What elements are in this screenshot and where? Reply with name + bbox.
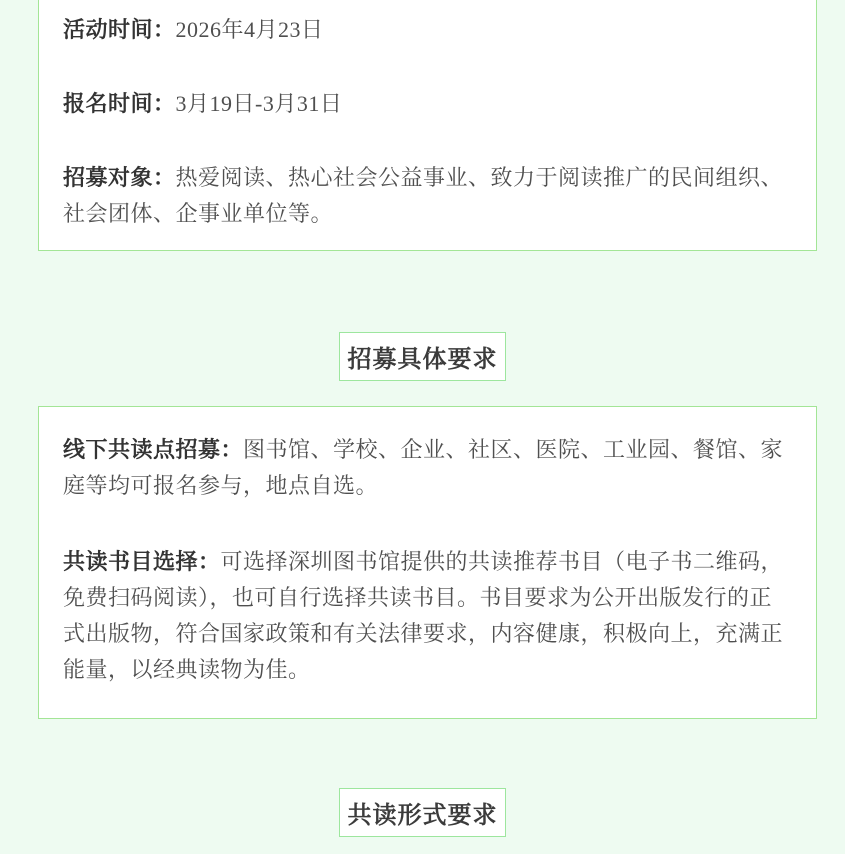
book-selection-label: 共读书目选择： — [63, 549, 221, 574]
section-title-recruitment-label: 招募具体要求 — [347, 346, 498, 373]
recruit-target-label: 招募对象： — [63, 165, 176, 190]
signup-time-label: 报名时间： — [63, 91, 176, 116]
event-time-label: 活动时间： — [63, 17, 176, 42]
section-title-format-label: 共读形式要求 — [347, 802, 498, 829]
offline-reading-point-label: 线下共读点招募： — [63, 437, 244, 462]
offline-reading-point-value: 图书馆、学校、企业、社区、医院、工业园、餐馆、家庭等均可报名参与，地点自选。 — [63, 437, 784, 498]
book-selection-value: 可选择深圳图书馆提供的共读推荐书目（电子书二维码，免费扫码阅读），也可自行选择共读书目。书目要求为公开出版发行的正式出版物，符合国家政策和有关法律要求，内容健康，积极向上，充满正能量，以经典读物为佳。 — [63, 549, 784, 682]
section-title-reading-format — [339, 788, 506, 837]
recruit-target-value: 热爱阅读、热心社会公益事业、致力于阅读推广的民间组织、社会团体、企事业单位等。 — [63, 165, 784, 226]
recruit-target-row — [63, 160, 789, 232]
signup-time-value: 3月19日-3月31日 — [175, 91, 343, 116]
signup-time-row — [63, 86, 789, 122]
book-selection-row — [63, 544, 789, 688]
offline-reading-point-row — [63, 432, 789, 504]
event-time-value: 2026年4月23日 — [175, 17, 324, 42]
event-time-row — [63, 12, 789, 48]
event-info-card — [38, 0, 817, 251]
requirements-card — [38, 406, 817, 719]
section-title-recruitment-requirements — [339, 332, 506, 381]
